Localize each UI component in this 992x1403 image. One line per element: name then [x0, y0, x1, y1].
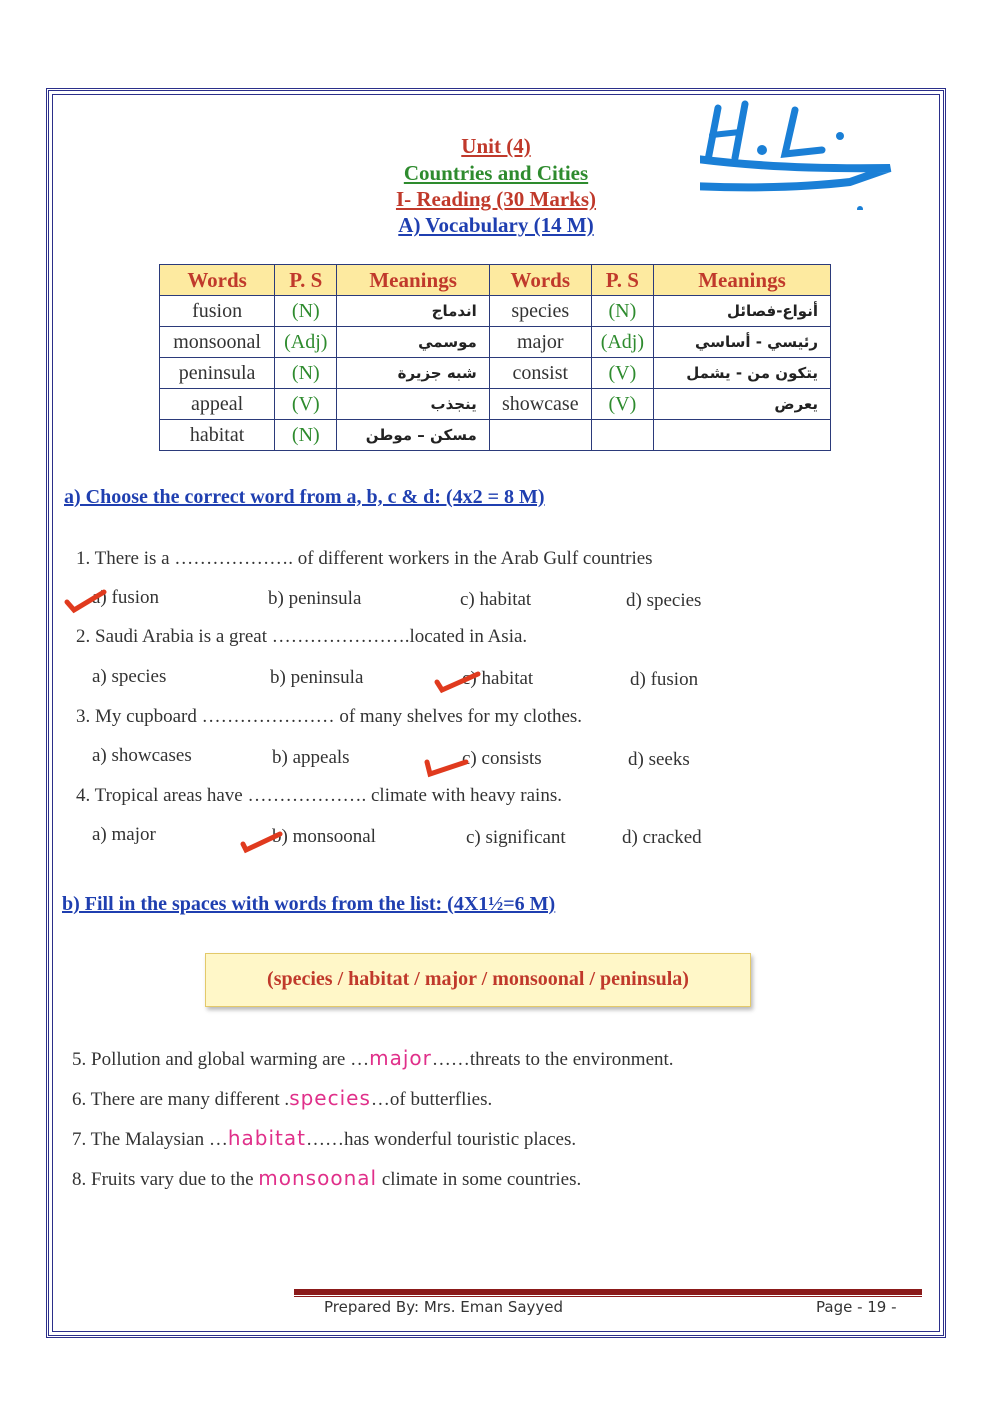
sentence-start: 8. Fruits vary due to the — [72, 1169, 259, 1190]
fill-sentence-6 — [72, 1086, 492, 1111]
checkmark-icon — [64, 588, 114, 614]
ps-cell: (V) — [275, 389, 337, 420]
fill-sentence-7 — [72, 1126, 576, 1151]
q1-option-d: d) species — [626, 590, 702, 611]
sentence-end: ……threats to the environment. — [431, 1049, 674, 1070]
word-cell: fusion — [160, 296, 275, 327]
q4-option-b: b) monsoonal — [272, 826, 376, 847]
table-row — [160, 389, 831, 420]
meaning-cell: اندماج — [337, 296, 489, 327]
table-row — [160, 296, 831, 327]
ps-cell: (N) — [275, 358, 337, 389]
handwritten-answer: species — [289, 1086, 371, 1110]
word-cell: habitat — [160, 420, 275, 451]
meaning-cell: يتكون من - يشمل — [653, 358, 830, 389]
q2-option-b: b) peninsula — [270, 667, 364, 688]
footer-divider-thin — [294, 1296, 922, 1297]
page-number: Page - 19 - — [816, 1298, 897, 1316]
unit-heading: Unit (4) — [461, 134, 531, 158]
ps-cell: (Adj) — [591, 327, 653, 358]
q1-option-c: c) habitat — [460, 589, 532, 610]
meaning-cell: مسكن – موطن — [337, 420, 489, 451]
ps-cell: (V) — [591, 389, 653, 420]
table-row — [160, 327, 831, 358]
section-b-title: b) Fill in the spaces with words from the list: (4X1½=6 M) — [62, 893, 556, 915]
q4-option-d: d) cracked — [622, 827, 702, 848]
sentence-start: 6. There are many different . — [72, 1089, 290, 1110]
q3-option-a: a) showcases — [92, 745, 192, 766]
fill-sentence-5 — [72, 1046, 674, 1071]
sentence-start: 7. The Malaysian … — [72, 1129, 228, 1150]
q3-option-d: d) seeks — [628, 749, 690, 770]
ps-cell: (N) — [275, 420, 337, 451]
q4-option-a: a) major — [92, 824, 156, 845]
word-cell: major — [489, 327, 591, 358]
meaning-cell: رئيسي - أساسي — [653, 327, 830, 358]
col-meanings-2: Meanings — [653, 265, 830, 296]
col-meanings: Meanings — [337, 265, 489, 296]
word-cell: consist — [489, 358, 591, 389]
meaning-cell — [653, 420, 830, 451]
q3-option-b: b) appeals — [272, 747, 350, 768]
checkmark-icon — [424, 752, 474, 778]
fill-sentence-8 — [72, 1166, 581, 1191]
table-row — [160, 420, 831, 451]
q2-option-d: d) fusion — [630, 669, 699, 690]
q1-option-a: a) fusion — [92, 587, 160, 608]
word-cell: peninsula — [160, 358, 275, 389]
sentence-end: …of butterflies. — [370, 1089, 493, 1110]
reading-heading: I- Reading (30 Marks) — [395, 187, 597, 211]
word-cell: showcase — [489, 389, 591, 420]
word-cell: species — [489, 296, 591, 327]
prepared-by: Prepared By: Mrs. Eman Sayyed — [324, 1298, 564, 1316]
word-cell: appeal — [160, 389, 275, 420]
word-cell — [489, 420, 591, 451]
q2-option-a: a) species — [92, 666, 167, 687]
meaning-cell: ينجذب — [337, 389, 489, 420]
col-words: Words — [160, 265, 275, 296]
word-list-box: (species / habitat / major / monsoonal / peninsula) — [205, 953, 751, 1007]
handwritten-answer: habitat — [227, 1126, 306, 1150]
checkmark-icon — [240, 828, 290, 854]
checkmark-icon — [434, 668, 484, 694]
q3-option-c: c) consists — [462, 748, 542, 769]
q1-option-b: b) peninsula — [268, 588, 362, 609]
footer-divider — [294, 1289, 922, 1295]
section-a-title: a) Choose the correct word from a, b, c & d: (4x2 = 8 M) — [64, 486, 545, 508]
sentence-end: climate in some countries. — [377, 1169, 582, 1190]
q2-option-c: c) habitat — [462, 668, 534, 689]
ps-cell: (N) — [275, 296, 337, 327]
vocab-header-row — [160, 265, 831, 296]
question-1: 1. There is a ………………. of different workers in the Arab Gulf countries — [76, 548, 653, 569]
ps-cell — [591, 420, 653, 451]
meaning-cell: شبه جزيرة — [337, 358, 489, 389]
sentence-start: 5. Pollution and global warming are … — [72, 1049, 370, 1070]
col-words-2: Words — [489, 265, 591, 296]
sentence-end: ……has wonderful touristic places. — [305, 1129, 577, 1150]
unit-title: Countries and Cities — [403, 161, 589, 185]
vocabulary-table — [159, 264, 831, 451]
q4-option-c: c) significant — [466, 827, 566, 848]
table-row — [160, 358, 831, 389]
word-cell: monsoonal — [160, 327, 275, 358]
question-3: 3. My cupboard ………………… of many shelves for my clothes. — [76, 706, 583, 727]
col-ps: P. S — [275, 265, 337, 296]
meaning-cell: موسمي — [337, 327, 489, 358]
question-2: 2. Saudi Arabia is a great ………………….located in Asia. — [76, 626, 528, 647]
handwritten-answer: major — [369, 1046, 432, 1070]
question-4: 4. Tropical areas have ………………. climate with heavy rains. — [76, 785, 562, 806]
col-ps-2: P. S — [591, 265, 653, 296]
handwritten-answer: monsoonal — [258, 1166, 378, 1190]
ps-cell: (Adj) — [275, 327, 337, 358]
meaning-cell: يعرض — [653, 389, 830, 420]
vocabulary-heading: A) Vocabulary (14 M) — [398, 213, 594, 237]
ps-cell: (N) — [591, 296, 653, 327]
ps-cell: (V) — [591, 358, 653, 389]
meaning-cell: أنواع-فصائل — [653, 296, 830, 327]
